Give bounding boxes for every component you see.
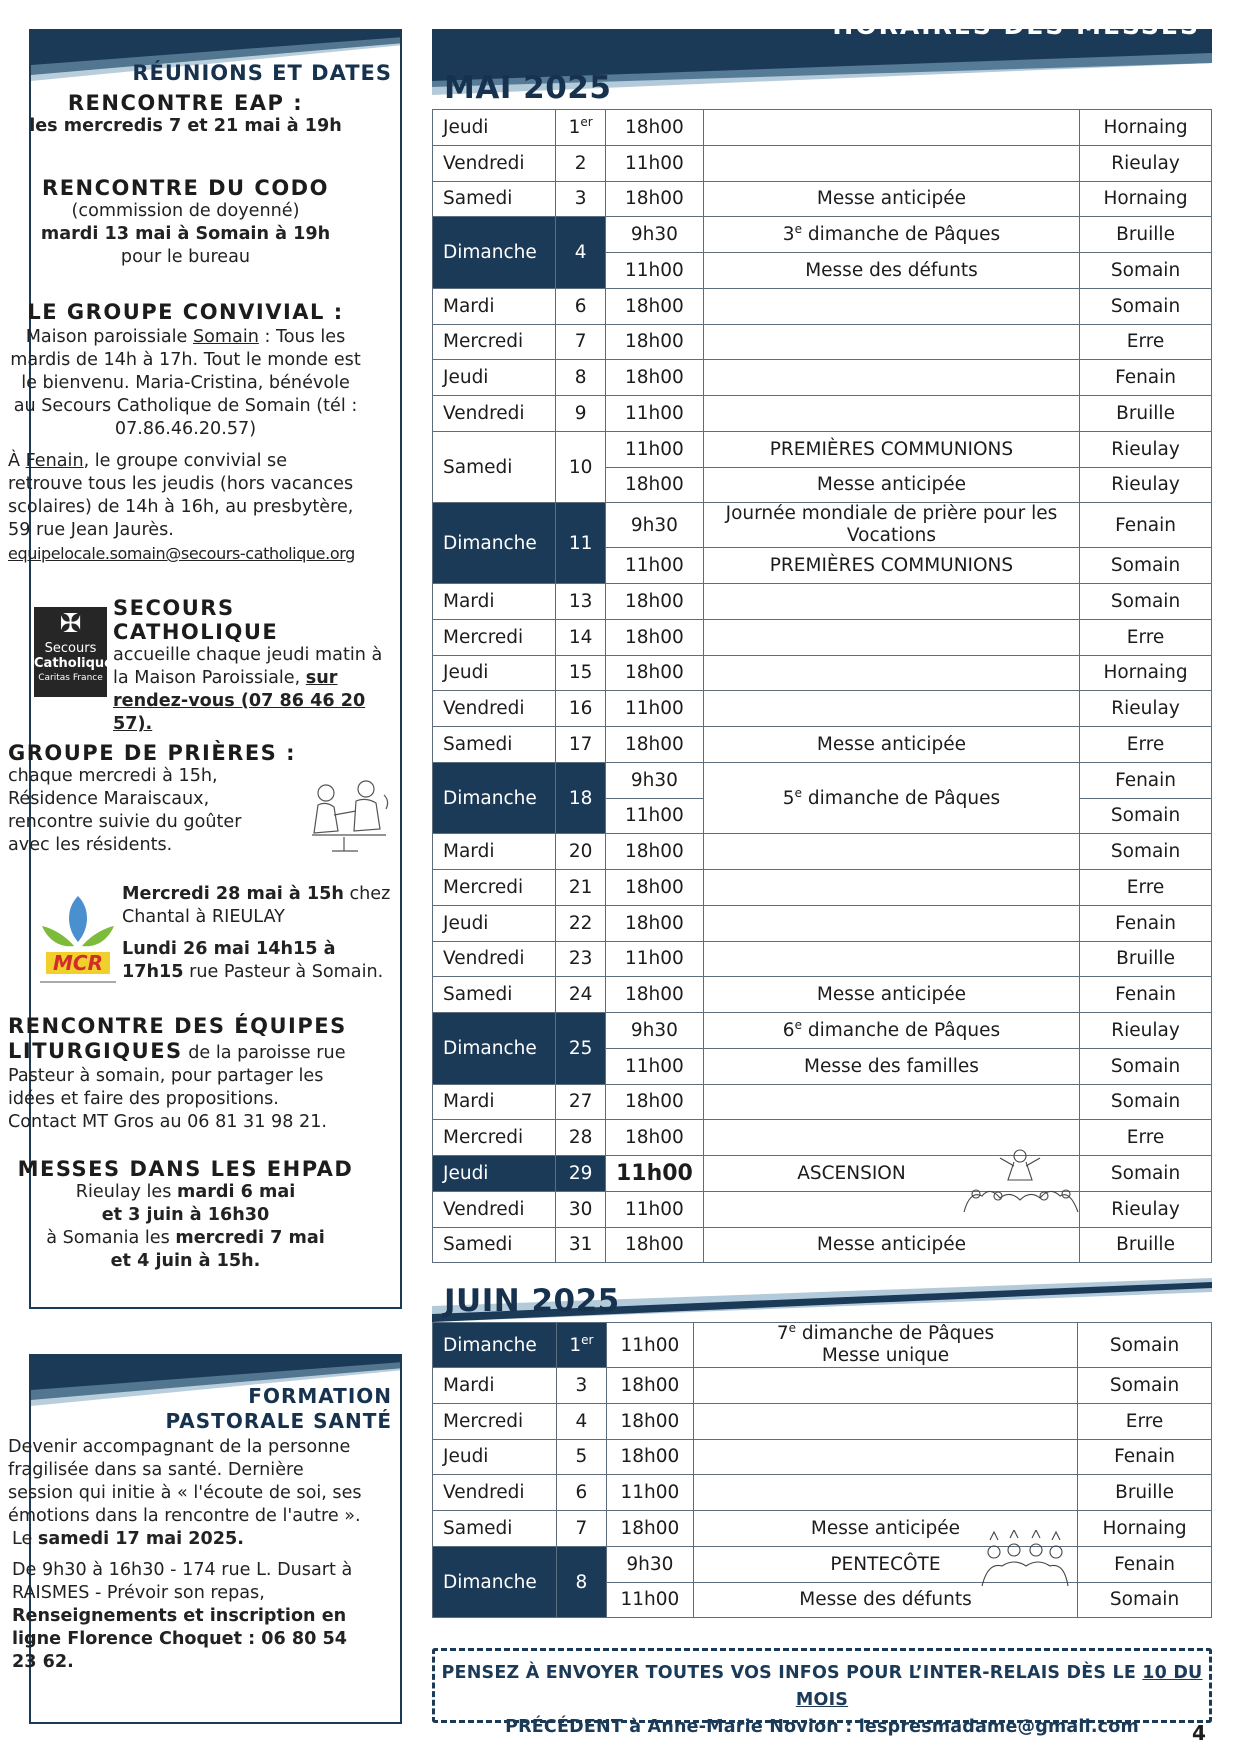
time-cell: 18h00	[605, 584, 703, 620]
place-cell: Somain	[1078, 1582, 1212, 1618]
label-cell: PENTECÔTE	[693, 1546, 1077, 1582]
place-cell: Somain	[1080, 1156, 1212, 1192]
date-cell: 16	[556, 691, 606, 727]
codo-note: pour le bureau	[120, 247, 251, 267]
may-row	[433, 110, 1212, 146]
label-cell: 5e dimanche de Pâques	[703, 762, 1079, 834]
footer-notice	[432, 1648, 1212, 1737]
label-cell	[703, 941, 1079, 977]
mcr-logo	[36, 888, 121, 998]
may-row	[433, 1227, 1212, 1263]
time-cell: 11h00	[606, 1475, 693, 1511]
time-cell: 11h00	[605, 548, 703, 584]
place-cell: Rieulay	[1080, 467, 1212, 503]
eap-title: RENCONTRE EAP :	[67, 91, 304, 115]
place-cell: Fenain	[1078, 1546, 1212, 1582]
june-row	[433, 1368, 1212, 1404]
place-cell: Bruille	[1080, 1227, 1212, 1263]
place-cell: Somain	[1078, 1323, 1212, 1368]
place-cell: Rieulay	[1080, 1013, 1212, 1049]
ehpad-block	[8, 1157, 363, 1273]
place-cell: Erre	[1080, 324, 1212, 360]
may-row	[433, 1120, 1212, 1156]
place-cell: Erre	[1080, 619, 1212, 655]
secours-text: accueille chaque jeudi matin à la Maison Paroissiale, sur rendez-vous (07 86 46 20 57).	[113, 645, 383, 734]
formation-p3: Renseignements et inscription en ligne Florence Choquet : 06 80 54 23 62.	[12, 1606, 347, 1672]
day-cell: Vendredi	[433, 396, 556, 432]
time-cell: 18h00	[605, 467, 703, 503]
date-cell: 23	[556, 941, 606, 977]
page-number: 4	[1192, 1721, 1206, 1745]
date-cell: 8	[556, 360, 606, 396]
time-cell: 11h00	[605, 253, 703, 289]
date-cell: 25	[556, 1013, 606, 1085]
day-cell: Jeudi	[433, 905, 556, 941]
time-cell: 11h00	[605, 941, 703, 977]
day-cell: Samedi	[433, 181, 556, 217]
mcr-block	[122, 883, 402, 984]
may-row	[433, 145, 1212, 181]
label-cell	[703, 324, 1079, 360]
ascension-illustration	[960, 1146, 1080, 1214]
label-cell	[703, 834, 1079, 870]
may-row	[433, 360, 1212, 396]
convivial-email-link[interactable]: equipelocale.somain@secours-catholique.org	[8, 544, 355, 563]
codo-sub: (commission de doyenné)	[71, 201, 300, 221]
time-cell: 18h00	[605, 870, 703, 906]
day-cell: Jeudi	[433, 360, 556, 396]
codo-block	[8, 176, 363, 269]
pentecote-illustration	[980, 1530, 1070, 1588]
liturgiques-contact: Contact MT Gros au 06 81 31 98 21.	[8, 1112, 327, 1132]
day-cell: Vendredi	[433, 691, 556, 727]
date-cell: 7	[556, 324, 606, 360]
may-row	[433, 1013, 1212, 1049]
day-cell: Mardi	[433, 584, 556, 620]
place-cell: Fenain	[1080, 360, 1212, 396]
label-cell: 3e dimanche de Pâques	[703, 217, 1079, 253]
date-cell: 21	[556, 870, 606, 906]
may-title: MAI 2025	[444, 70, 612, 106]
secours-title-1: SECOURS	[113, 596, 235, 620]
date-cell: 4	[556, 1403, 606, 1439]
label-cell: Messe anticipée	[703, 977, 1079, 1013]
label-cell: Messe des défunts	[693, 1582, 1077, 1618]
label-cell: Messe anticipée	[703, 181, 1079, 217]
june-row	[433, 1511, 1212, 1547]
june-title: JUIN 2025	[444, 1283, 620, 1319]
label-cell	[693, 1475, 1077, 1511]
place-cell: Bruille	[1080, 396, 1212, 432]
place-cell: Rieulay	[1080, 431, 1212, 467]
may-row	[433, 834, 1212, 870]
day-cell: Jeudi	[433, 655, 556, 691]
time-cell: 18h00	[605, 1120, 703, 1156]
place-cell: Fenain	[1078, 1439, 1212, 1475]
label-cell	[703, 584, 1079, 620]
day-cell: Mardi	[433, 834, 556, 870]
time-cell: 18h00	[606, 1368, 693, 1404]
time-cell: 18h00	[605, 181, 703, 217]
ehpad-line-4: et 4 juin à 15h.	[110, 1251, 261, 1271]
time-cell: 11h00	[605, 396, 703, 432]
codo-date: mardi 13 mai à Somain à 19h	[40, 224, 331, 244]
time-cell: 18h00	[605, 360, 703, 396]
label-cell	[703, 110, 1079, 146]
place-cell: Fenain	[1080, 762, 1212, 798]
label-cell: 7e dimanche de Pâques Messe unique	[693, 1323, 1077, 1368]
date-cell: 31	[556, 1227, 606, 1263]
convivial-somain-link[interactable]: Somain	[192, 327, 259, 347]
label-cell: Messe des familles	[703, 1048, 1079, 1084]
may-row	[433, 217, 1212, 253]
time-cell: 18h00	[605, 619, 703, 655]
label-cell	[703, 360, 1079, 396]
place-cell: Erre	[1080, 1120, 1212, 1156]
day-cell: Dimanche	[433, 503, 556, 584]
may-row	[433, 288, 1212, 324]
time-cell: 11h00	[605, 798, 703, 834]
date-cell: 5	[556, 1439, 606, 1475]
may-row	[433, 1084, 1212, 1120]
may-row	[433, 181, 1212, 217]
june-row	[433, 1546, 1212, 1582]
day-cell: Mercredi	[433, 324, 556, 360]
ehpad-line-2: et 3 juin à 16h30	[101, 1205, 270, 1225]
date-cell: 2	[556, 145, 606, 181]
day-cell: Mercredi	[433, 1120, 556, 1156]
time-cell: 18h00	[605, 834, 703, 870]
day-cell: Samedi	[433, 977, 556, 1013]
reunions-header	[31, 31, 400, 91]
reunions-title: RÉUNIONS ET DATES	[132, 61, 392, 85]
eap-line: les mercredis 7 et 21 mai à 19h	[29, 116, 342, 136]
time-cell: 18h00	[605, 288, 703, 324]
label-cell	[703, 1084, 1079, 1120]
may-row	[433, 1156, 1212, 1192]
time-cell: 11h00	[605, 1156, 703, 1192]
day-cell: Dimanche	[433, 1323, 557, 1368]
may-row	[433, 977, 1212, 1013]
time-cell: 18h00	[605, 1084, 703, 1120]
label-cell	[703, 691, 1079, 727]
convivial-p1: Maison paroissiale Somain : Tous les mardis de 14h à 17h. Tout le monde est le bienvenu. Maria-Cristina, bénévole au Secours Catholique de Somain (tél : 07.86.46.20.57)	[10, 327, 361, 439]
liturgiques-title: RENCONTRE DES ÉQUIPES LITURGIQUES	[8, 1014, 347, 1063]
time-cell: 11h00	[605, 691, 703, 727]
place-cell: Somain	[1080, 834, 1212, 870]
june-schedule-table	[432, 1322, 1212, 1618]
date-cell: 18	[556, 762, 606, 834]
place-cell: Hornaing	[1078, 1511, 1212, 1547]
secours-rdv: sur rendez-vous (07 86 46 20 57).	[113, 668, 366, 734]
convivial-p2: À Fenain, le groupe convivial se retrouve tous les jeudis (hors vacances scolaires) de 14h à 16h, au presbytère, 59 rue Jean Jaurès.	[8, 451, 354, 540]
time-cell: 18h00	[605, 977, 703, 1013]
secours-catholique-logo: ✠ Secours Catholique Caritas France	[34, 607, 107, 697]
date-cell: 1er	[556, 110, 606, 146]
day-cell: Dimanche	[433, 762, 556, 834]
may-row	[433, 870, 1212, 906]
may-row	[433, 905, 1212, 941]
label-cell	[703, 619, 1079, 655]
date-cell: 11	[556, 503, 606, 584]
day-cell: Dimanche	[433, 217, 556, 289]
day-cell: Vendredi	[433, 145, 556, 181]
label-cell	[703, 905, 1079, 941]
place-cell: Rieulay	[1080, 145, 1212, 181]
convivial-fenain-link[interactable]: Fenain	[25, 451, 84, 471]
may-schedule-table	[432, 109, 1212, 1263]
label-cell	[703, 870, 1079, 906]
prieres-text: chaque mercredi à 15h, Résidence Maraiscaux, rencontre suivie du goûter avec les résidents.	[8, 766, 242, 855]
place-cell: Fenain	[1080, 905, 1212, 941]
may-row	[433, 727, 1212, 763]
may-row	[433, 324, 1212, 360]
place-cell: Somain	[1080, 1084, 1212, 1120]
prayer-group-illustration	[304, 775, 394, 855]
label-cell: 6e dimanche de Pâques	[703, 1013, 1079, 1049]
place-cell: Hornaing	[1080, 181, 1212, 217]
label-cell	[703, 655, 1079, 691]
time-cell: 18h00	[605, 727, 703, 763]
place-cell: Somain	[1078, 1368, 1212, 1404]
place-cell: Bruille	[1078, 1475, 1212, 1511]
june-row	[433, 1475, 1212, 1511]
place-cell: Rieulay	[1080, 691, 1212, 727]
day-cell: Vendredi	[433, 1475, 557, 1511]
may-row	[433, 941, 1212, 977]
ehpad-line-3: à Somania les mercredi 7 mai	[46, 1228, 325, 1248]
june-row	[433, 1323, 1212, 1368]
may-row	[433, 691, 1212, 727]
date-cell: 17	[556, 727, 606, 763]
time-cell: 9h30	[605, 217, 703, 253]
codo-title: RENCONTRE DU CODO	[42, 176, 329, 200]
convivial-block	[8, 300, 363, 565]
time-cell: 18h00	[606, 1439, 693, 1475]
place-cell: Somain	[1080, 288, 1212, 324]
secours-title-2: CATHOLIQUE	[113, 620, 279, 644]
place-cell: Fenain	[1080, 503, 1212, 548]
day-cell: Mercredi	[433, 870, 556, 906]
label-cell	[703, 396, 1079, 432]
date-cell: 4	[556, 217, 606, 289]
label-cell: Messe anticipée	[703, 1227, 1079, 1263]
label-cell: Messe anticipée	[703, 467, 1079, 503]
label-cell: Messe des défunts	[703, 253, 1079, 289]
date-cell: 10	[556, 431, 606, 503]
day-cell: Samedi	[433, 727, 556, 763]
date-cell: 6	[556, 1475, 606, 1511]
day-cell: Vendredi	[433, 941, 556, 977]
date-cell: 28	[556, 1120, 606, 1156]
formation-p2: De 9h30 à 16h30 - 174 rue L. Dusart à RAISMES - Prévoir son repas,	[12, 1560, 353, 1603]
time-cell: 9h30	[605, 503, 703, 548]
may-row	[433, 655, 1212, 691]
label-cell: Messe anticipée	[693, 1511, 1077, 1547]
secours-block	[113, 596, 403, 736]
time-cell: 9h30	[605, 762, 703, 798]
place-cell: Erre	[1080, 727, 1212, 763]
time-cell: 11h00	[605, 1048, 703, 1084]
label-cell: PREMIÈRES COMMUNIONS	[703, 548, 1079, 584]
date-cell: 22	[556, 905, 606, 941]
date-cell: 15	[556, 655, 606, 691]
day-cell: Mercredi	[433, 1403, 557, 1439]
time-cell: 11h00	[605, 431, 703, 467]
footer-line-1: PENSEZ À ENVOYER TOUTES VOS INFOS POUR L’INTER-RELAIS DÈS LE 10 DU MOIS	[441, 1663, 1203, 1710]
may-row	[433, 1191, 1212, 1227]
label-cell	[693, 1403, 1077, 1439]
date-cell: 20	[556, 834, 606, 870]
date-cell: 6	[556, 288, 606, 324]
prieres-title: GROUPE DE PRIÈRES :	[8, 741, 297, 765]
formation-p1: Devenir accompagnant de la personne fragilisée dans sa santé. Dernière session qui initie à « l'écoute de soi, ses émotions dans la rencontre de l'autre ».	[8, 1437, 362, 1526]
mcr-line-a: Mercredi 28 mai à 15h chez Chantal à RIEULAY	[122, 884, 391, 927]
date-cell: 29	[556, 1156, 606, 1192]
time-cell: 11h00	[606, 1582, 693, 1618]
mcr-line-b: Lundi 26 mai 14h15 à 17h15 rue Pasteur à Somain.	[122, 939, 384, 982]
time-cell: 18h00	[605, 905, 703, 941]
june-row	[433, 1439, 1212, 1475]
time-cell: 18h00	[605, 1227, 703, 1263]
date-cell: 27	[556, 1084, 606, 1120]
time-cell: 11h00	[606, 1323, 693, 1368]
label-cell	[693, 1439, 1077, 1475]
day-cell: Vendredi	[433, 1191, 556, 1227]
svg-text:MCR: MCR	[53, 951, 103, 975]
label-cell: Journée mondiale de prière pour les Vocations	[703, 503, 1079, 548]
may-row	[433, 584, 1212, 620]
may-row	[433, 762, 1212, 798]
day-cell: Dimanche	[433, 1013, 556, 1085]
place-cell: Hornaing	[1080, 110, 1212, 146]
place-cell: Somain	[1080, 1048, 1212, 1084]
time-cell: 11h00	[605, 145, 703, 181]
label-cell: ASCENSION	[703, 1156, 1079, 1192]
time-cell: 9h30	[606, 1546, 693, 1582]
day-cell: Samedi	[433, 1227, 556, 1263]
label-cell: PREMIÈRES COMMUNIONS	[703, 431, 1079, 467]
day-cell: Mercredi	[433, 619, 556, 655]
date-cell: 8	[556, 1546, 606, 1618]
liturgiques-block	[8, 1015, 363, 1134]
place-cell: Bruille	[1080, 217, 1212, 253]
formation-body	[8, 1436, 363, 1674]
eap-block	[8, 91, 363, 138]
date-cell: 3	[556, 181, 606, 217]
label-cell	[703, 288, 1079, 324]
time-cell: 18h00	[606, 1511, 693, 1547]
day-cell: Samedi	[433, 1511, 557, 1547]
time-cell: 18h00	[605, 655, 703, 691]
convivial-title: LE GROUPE CONVIVIAL :	[27, 300, 344, 324]
ehpad-title: MESSES DANS LES EHPAD	[17, 1157, 354, 1181]
day-cell: Samedi	[433, 431, 556, 503]
day-cell: Jeudi	[433, 110, 556, 146]
date-cell: 30	[556, 1191, 606, 1227]
formation-date: Le samedi 17 mai 2025.	[12, 1529, 244, 1549]
time-cell: 9h30	[605, 1013, 703, 1049]
formation-header	[31, 1356, 400, 1436]
place-cell: Somain	[1080, 548, 1212, 584]
june-row	[433, 1403, 1212, 1439]
day-cell: Mardi	[433, 1084, 556, 1120]
horaires-title: HORAIRES DES MESSES	[832, 11, 1200, 40]
place-cell: Rieulay	[1080, 1191, 1212, 1227]
day-cell: Mardi	[433, 288, 556, 324]
date-cell: 13	[556, 584, 606, 620]
date-cell: 24	[556, 977, 606, 1013]
day-cell: Mardi	[433, 1368, 557, 1404]
date-cell: 7	[556, 1511, 606, 1547]
place-cell: Somain	[1080, 584, 1212, 620]
day-cell: Jeudi	[433, 1156, 556, 1192]
formation-title: FORMATION PASTORALE SANTÉ	[165, 1384, 392, 1433]
may-row	[433, 396, 1212, 432]
time-cell: 18h00	[606, 1403, 693, 1439]
date-cell: 3	[556, 1368, 606, 1404]
time-cell: 18h00	[605, 110, 703, 146]
place-cell: Erre	[1078, 1403, 1212, 1439]
place-cell: Fenain	[1080, 977, 1212, 1013]
time-cell: 11h00	[605, 1191, 703, 1227]
place-cell: Somain	[1080, 253, 1212, 289]
label-cell: Messe anticipée	[703, 727, 1079, 763]
may-row	[433, 619, 1212, 655]
label-cell	[693, 1368, 1077, 1404]
date-cell: 14	[556, 619, 606, 655]
ehpad-line-1: Rieulay les mardi 6 mai	[75, 1182, 296, 1202]
footer-line-2: PRÉCÉDENT à Anne-Marie Novion : lespresmadame@gmail.com	[505, 1717, 1139, 1737]
place-cell: Somain	[1080, 798, 1212, 834]
date-cell: 9	[556, 396, 606, 432]
place-cell: Erre	[1080, 870, 1212, 906]
day-cell: Dimanche	[433, 1546, 557, 1618]
liturgiques-text: RENCONTRE DES ÉQUIPES LITURGIQUES de la paroisse rue Pasteur à somain, pour partager les idées et faire des propositions.	[8, 1014, 347, 1109]
label-cell	[703, 145, 1079, 181]
place-cell: Hornaing	[1080, 655, 1212, 691]
date-cell: 1er	[556, 1323, 606, 1368]
may-row	[433, 503, 1212, 548]
day-cell: Jeudi	[433, 1439, 557, 1475]
cross-icon: ✠	[59, 609, 82, 639]
place-cell: Bruille	[1080, 941, 1212, 977]
time-cell: 18h00	[605, 324, 703, 360]
may-row	[433, 431, 1212, 467]
